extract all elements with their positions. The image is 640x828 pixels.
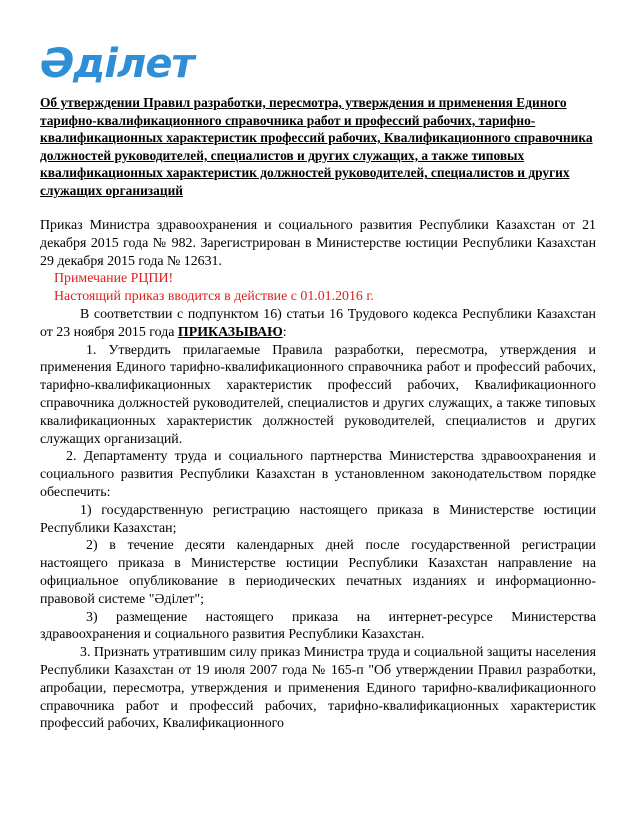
document-body: [40, 217, 596, 733]
item-2-3: 3) размещение настоящего приказа на интернет-ресурсе Министерства здравоохранения и социального развития Республики Казахстан.: [40, 609, 596, 643]
item-1: 1. Утвердить прилагаемые Правила разработки, пересмотра, утверждения и применения Единого тарифно-квалификационного справочника работ и профессий рабочих, тарифно-квалификационных характеристик профессий рабочих, Квалификационного справочника должностей руководителей, специалистов и других служащих, а также типовых квалификационных характеристик должностей руководителей, специалистов и других служащих организаций.: [40, 342, 596, 447]
preamble-end: :: [282, 324, 287, 340]
preamble-text: В соответствии с подпунктом 16) статьи 16 Трудового кодекса Республики Казахстан от 23 ноября 2015 года: [40, 306, 596, 340]
order-intro: Приказ Министра здравоохранения и социального развития Республики Казахстан от 21 декабря 2015 года № 982. Зарегистрирован в Министерстве юстиции Республики Казахстан 29 декабря 2015 года № 12631.: [40, 218, 596, 269]
adilet-logo[interactable]: [40, 41, 194, 87]
item-2: 2. Департаменту труда и социального партнерства Министерства здравоохранения и социального развития Республики Казахстан в установленном законодательством порядке обеспечить:: [40, 449, 596, 500]
preamble: [40, 306, 596, 342]
item-2-1: 1) государственную регистрацию настоящего приказа в Министерстве юстиции Республики Казахстан;: [40, 502, 596, 536]
item-2-2: 2) в течение десяти календарных дней после государственной регистрации настоящего приказа в Министерстве юстиции Республики Казахстан направление на официальное опубликование в периодических печатных изданиях и информационно-правовой системе "Әділет";: [40, 538, 596, 607]
adilet-logo-text: Әділет: [40, 41, 194, 87]
note-text: Настоящий приказ вводится в действие с 01.01.2016 г.: [54, 289, 374, 305]
preamble-emphasis: ПРИКАЗЫВАЮ: [177, 324, 283, 340]
item-3: 3. Признать утратившим силу приказ Министра труда и социальной защиты населения Республики Казахстан от 19 июля 2007 года № 165-п "Об утверждении Правил разработки, апробации, пересмотра, утверждения и применения Единого тарифно-квалификационного справочника работ и профессий рабочих, тарифно-квалификационных характеристик профессий рабочих, Квалификационного: [40, 645, 596, 732]
document-title: Об утверждении Правил разработки, пересмотра, утверждения и применения Единого тарифно-квалификационного справочника работ и профессий рабочих, тарифно-квалификационных характеристик профессий рабочих, Квалификационного справочника должностей руководителей, специалистов и других служащих, а также типовых квалификационных характеристик должностей руководителей, специалистов и других служащих организаций: [40, 95, 593, 198]
note-label: Примечание РЦПИ!: [54, 271, 174, 287]
